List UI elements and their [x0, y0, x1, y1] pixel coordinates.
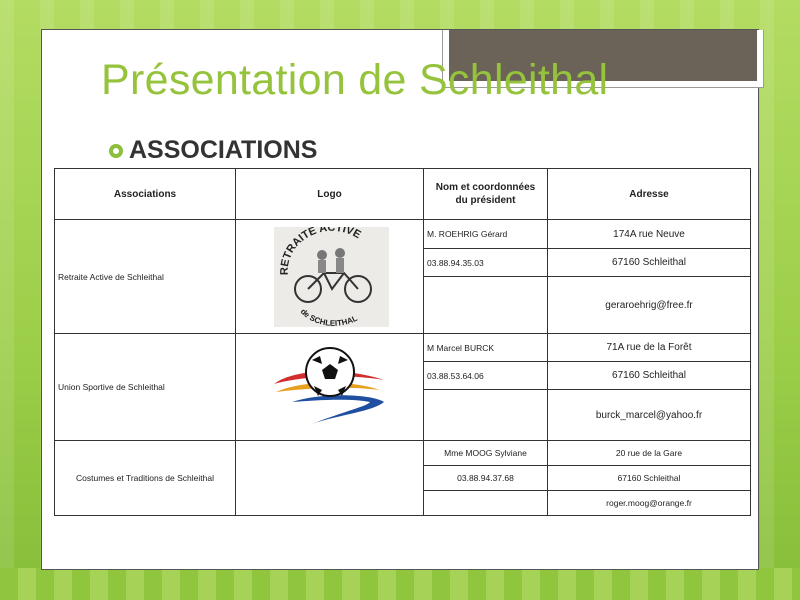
- address-email: geraroehrig@free.fr: [548, 277, 751, 334]
- header-associations: Associations: [55, 169, 236, 220]
- union-sportive-logo: [272, 340, 392, 430]
- address-city: 67160 Schleithal: [548, 466, 751, 491]
- header-president: [424, 169, 548, 220]
- president-empty: [424, 390, 548, 441]
- logo-cell-empty: [236, 441, 424, 516]
- associations-table: [54, 168, 751, 516]
- address-street: 174A rue Neuve: [548, 220, 751, 249]
- president-empty: [424, 277, 548, 334]
- table-row: [55, 334, 751, 362]
- logo-top-text: RETRAITE ACTIVE: [278, 227, 363, 276]
- retraite-active-logo: [274, 227, 389, 327]
- table-row: [55, 220, 751, 249]
- address-street: 20 rue de la Gare: [548, 441, 751, 466]
- table-row: [55, 441, 751, 466]
- association-name: Retraite Active de Schleithal: [55, 220, 236, 334]
- logo-cell: [236, 334, 424, 441]
- president-name: M. ROEHRIG Gérard: [424, 220, 548, 249]
- header-president-line1: Nom et coordonnées: [435, 182, 536, 193]
- background-band: [0, 568, 800, 600]
- address-city: 67160 Schleithal: [548, 249, 751, 277]
- association-name: Costumes et Traditions de Schleithal: [55, 441, 236, 516]
- association-name: Union Sportive de Schleithal: [55, 334, 236, 441]
- soccer-ball-icon: [272, 340, 392, 430]
- address-email: burck_marcel@yahoo.fr: [548, 390, 751, 441]
- header-address: Adresse: [548, 169, 751, 220]
- president-empty: [424, 491, 548, 516]
- president-name: Mme MOOG Sylviane: [424, 441, 548, 466]
- president-phone: 03.88.94.35.03: [424, 249, 548, 277]
- address-street: 71A rue de la Forêt: [548, 334, 751, 362]
- logo-cell: [236, 220, 424, 334]
- slide-title: Présentation de Schleithal: [101, 56, 609, 104]
- section-heading: ASSOCIATIONS: [129, 136, 318, 164]
- header-president-line2: du président: [455, 195, 516, 206]
- header-logo: Logo: [236, 169, 424, 220]
- address-city: 67160 Schleithal: [548, 362, 751, 390]
- president-phone: 03.88.94.37.68: [424, 466, 548, 491]
- logo-bottom-text: de SCHLEITHAL: [298, 306, 359, 327]
- address-email: roger.moog@orange.fr: [548, 491, 751, 516]
- president-name: M Marcel BURCK: [424, 334, 548, 362]
- president-phone: 03.88.53.64.06: [424, 362, 548, 390]
- svg-text:de SCHLEITHAL: [299, 307, 359, 327]
- tandem-bicycle-icon: [274, 227, 389, 327]
- table-header-row: [55, 169, 751, 220]
